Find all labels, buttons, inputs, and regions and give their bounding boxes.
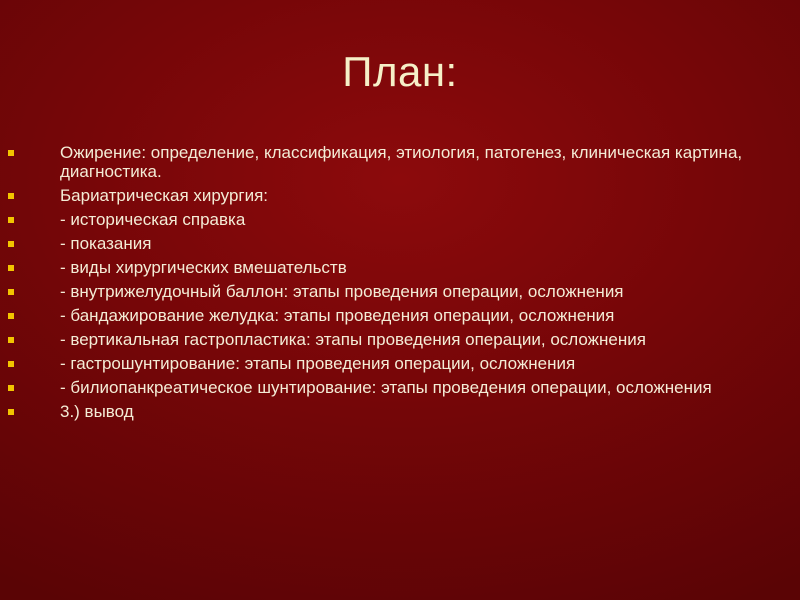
list-item-text: - историческая справка bbox=[60, 210, 246, 229]
list-item-text: - гастрошунтирование: этапы проведения операции, осложнения bbox=[60, 354, 576, 373]
list-item bbox=[8, 402, 794, 421]
bullet-square-icon bbox=[8, 385, 14, 391]
list-item-text: - бандажирование желудка: этапы проведения операции, осложнения bbox=[60, 306, 615, 325]
bullet-square-icon bbox=[8, 313, 14, 319]
list-item-text: - билиопанкреатическое шунтирование: этапы проведения операции, осложнения bbox=[60, 378, 712, 397]
list-item-text: - внутрижелудочный баллон: этапы проведения операции, осложнения bbox=[60, 282, 624, 301]
bullet-square-icon bbox=[8, 289, 14, 295]
list-item-text: - виды хирургических вмешательств bbox=[60, 258, 347, 277]
bullet-square-icon bbox=[8, 361, 14, 367]
bullet-square-icon bbox=[8, 241, 14, 247]
list-item-text: - вертикальная гастропластика: этапы проведения операции, осложнения bbox=[60, 330, 646, 349]
list-item bbox=[8, 143, 794, 181]
slide-title: План: bbox=[342, 48, 458, 95]
list-item bbox=[8, 282, 794, 301]
list-item bbox=[8, 306, 794, 325]
list-item bbox=[8, 330, 794, 349]
bullet-square-icon bbox=[8, 265, 14, 271]
bullet-list bbox=[8, 143, 794, 426]
list-item-text: Бариатрическая хирургия: bbox=[60, 186, 269, 205]
list-item bbox=[8, 210, 794, 229]
list-item bbox=[8, 354, 794, 373]
bullet-square-icon bbox=[8, 150, 14, 156]
list-item bbox=[8, 378, 794, 397]
list-item bbox=[8, 258, 794, 277]
bullet-square-icon bbox=[8, 193, 14, 199]
bullet-square-icon bbox=[8, 337, 14, 343]
bullet-square-icon bbox=[8, 409, 14, 415]
list-item-text: 3.) вывод bbox=[60, 402, 134, 421]
list-item bbox=[8, 186, 794, 205]
bullet-square-icon bbox=[8, 217, 14, 223]
list-item-text: Ожирение: определение, классификация, этиология, патогенез, клиническая картина, диагностика. bbox=[60, 143, 743, 181]
list-item bbox=[8, 234, 794, 253]
list-item-text: - показания bbox=[60, 234, 152, 253]
